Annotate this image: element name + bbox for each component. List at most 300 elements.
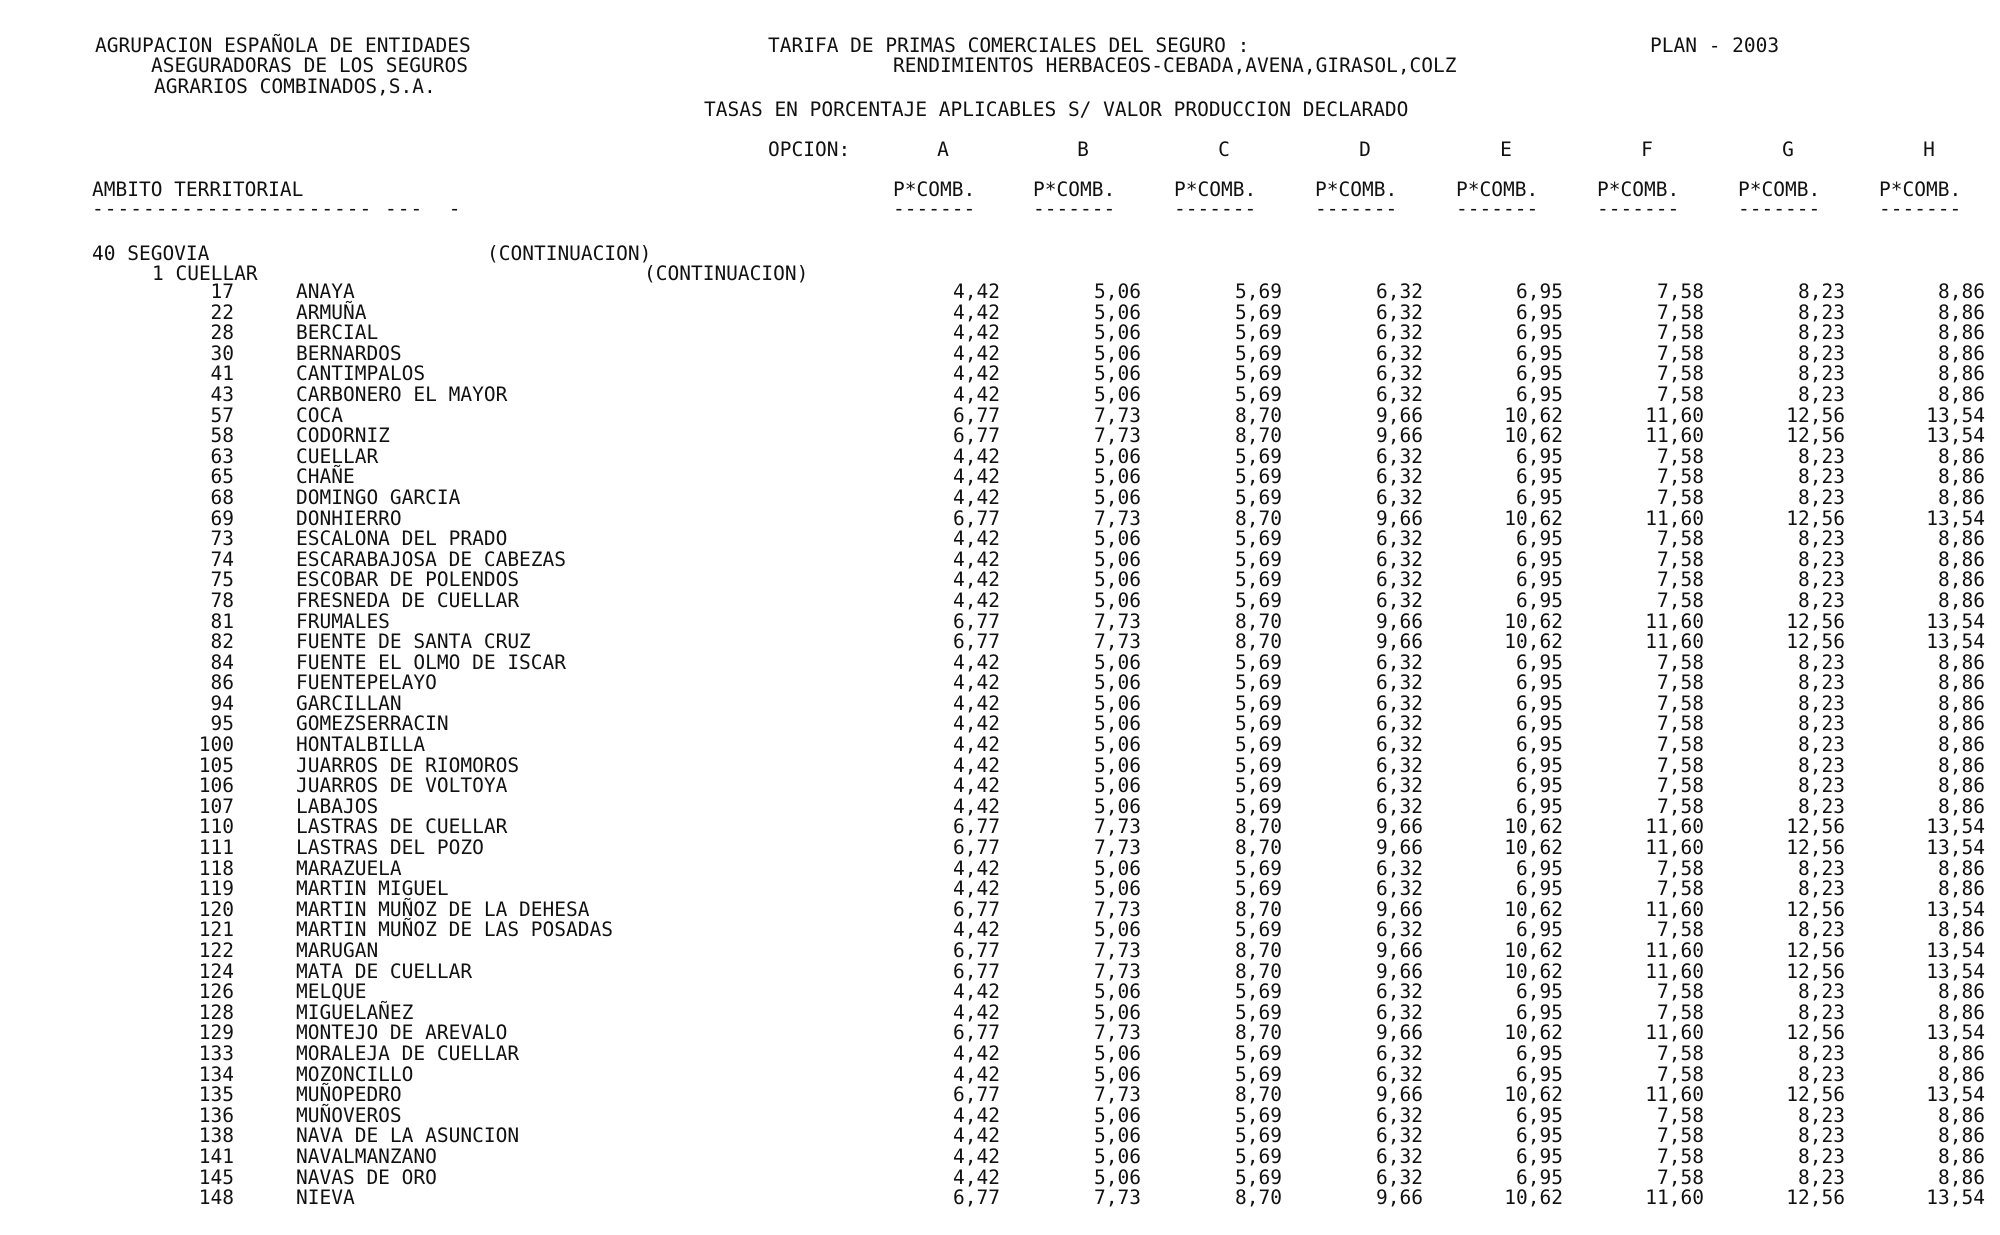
rate-cell-g: 8,23: [1798, 1041, 1845, 1065]
rate-cell-b: 5,06: [1094, 1124, 1141, 1148]
municipality-name: HONTALBILLA: [296, 733, 426, 757]
municipality-name: MONTEJO DE AREVALO: [296, 1021, 508, 1045]
rate-cell-a: 4,42: [953, 1165, 1000, 1189]
municipality-code: 82: [210, 630, 234, 654]
rate-cell-e: 6,95: [1516, 1144, 1563, 1168]
municipality-name: CODORNIZ: [296, 424, 390, 448]
rate-cell-c: 5,69: [1235, 300, 1282, 324]
table-row: [0, 776, 2000, 797]
table-row: [0, 735, 2000, 756]
rate-cell-e: 6,95: [1516, 362, 1563, 386]
rate-cell-f: 7,58: [1657, 650, 1704, 674]
municipality-code: 106: [198, 774, 234, 798]
rate-cell-g: 12,56: [1786, 403, 1845, 427]
rate-cell-c: 5,69: [1235, 341, 1282, 365]
rate-cell-f: 7,58: [1657, 465, 1704, 489]
municipality-name: ESCARABAJOSA DE CABEZAS: [296, 547, 567, 571]
municipality-code: 148: [198, 1186, 234, 1210]
rate-cell-a: 4,42: [953, 753, 1000, 777]
rate-cell-c: 5,69: [1235, 671, 1282, 695]
municipality-code: 84: [210, 650, 234, 674]
rate-cell-h: 13,54: [1926, 1186, 1985, 1210]
municipality-name: MARAZUELA: [296, 856, 402, 880]
column-header-d: P*COMB.: [1315, 178, 1398, 201]
rate-cell-h: 8,86: [1938, 774, 1985, 798]
rate-cell-f: 7,58: [1657, 341, 1704, 365]
rate-cell-b: 5,06: [1094, 444, 1141, 468]
municipality-name: MATA DE CUELLAR: [296, 959, 473, 983]
table-row: [0, 794, 2000, 818]
municipality-code: 74: [210, 547, 234, 571]
rate-cell-d: 6,32: [1376, 1124, 1423, 1148]
table-row: [0, 426, 2000, 447]
rate-cell-g: 12,56: [1786, 1186, 1845, 1210]
rate-cell-f: 7,58: [1657, 733, 1704, 757]
rate-cell-g: 12,56: [1786, 609, 1845, 633]
rate-cell-f: 7,58: [1657, 877, 1704, 901]
rate-cell-f: 7,58: [1657, 1041, 1704, 1065]
rate-cell-c: 5,69: [1235, 733, 1282, 757]
rate-cell-h: 8,86: [1938, 1000, 1985, 1024]
rate-cell-b: 7,73: [1094, 609, 1141, 633]
municipality-name: NAVALMANZANO: [296, 1144, 437, 1168]
table-row: [0, 364, 2000, 385]
rate-cell-f: 7,58: [1657, 794, 1704, 818]
rate-cell-g: 8,23: [1798, 980, 1845, 1004]
rate-cell-g: 8,23: [1798, 856, 1845, 880]
rate-cell-e: 6,95: [1516, 774, 1563, 798]
rate-cell-e: 6,95: [1516, 547, 1563, 571]
municipality-name: MOZONCILLO: [296, 1062, 414, 1086]
municipality-name: LASTRAS DE CUELLAR: [296, 815, 508, 839]
municipality-name: NAVA DE LA ASUNCION: [296, 1124, 520, 1148]
document-title-line2: RENDIMIENTOS HERBACEOS-CEBADA,AVENA,GIRASOL,COLZ: [893, 54, 1457, 77]
municipality-name: MARTIN MIGUEL: [296, 877, 449, 901]
rate-cell-h: 8,86: [1938, 1062, 1985, 1086]
table-row: [0, 485, 2000, 509]
rate-cell-h: 8,86: [1938, 300, 1985, 324]
municipality-name: DONHIERRO: [296, 506, 402, 530]
municipality-code: 57: [210, 403, 234, 427]
rate-cell-a: 6,77: [953, 424, 1000, 448]
rate-cell-c: 8,70: [1235, 897, 1282, 921]
rate-cell-e: 6,95: [1516, 753, 1563, 777]
rate-cell-b: 7,73: [1094, 1186, 1141, 1210]
column-underline-g: -------: [1738, 197, 1821, 220]
rate-cell-c: 5,69: [1235, 568, 1282, 592]
rate-cell-f: 7,58: [1657, 300, 1704, 324]
column-underline-b: -------: [1033, 197, 1116, 220]
rate-cell-b: 5,06: [1094, 1144, 1141, 1168]
rate-cell-g: 8,23: [1798, 1062, 1845, 1086]
rate-cell-e: 6,95: [1516, 877, 1563, 901]
rate-cell-d: 6,32: [1376, 856, 1423, 880]
rate-cell-c: 8,70: [1235, 836, 1282, 860]
rate-cell-b: 5,06: [1094, 1041, 1141, 1065]
municipality-name: MELQUE: [296, 980, 367, 1004]
table-row: [0, 673, 2000, 694]
rate-cell-d: 9,66: [1376, 1021, 1423, 1045]
column-underline-f: -------: [1597, 197, 1680, 220]
province-continuation: (CONTINUACION): [487, 242, 652, 265]
table-row: [0, 753, 2000, 777]
rate-cell-c: 5,69: [1235, 547, 1282, 571]
rate-cell-b: 5,06: [1094, 794, 1141, 818]
municipality-name: MUÑOVEROS: [296, 1103, 402, 1127]
rate-cell-d: 6,32: [1376, 1000, 1423, 1024]
rate-cell-d: 6,32: [1376, 733, 1423, 757]
rate-cell-f: 11,60: [1645, 1186, 1704, 1210]
rate-cell-h: 8,86: [1938, 918, 1985, 942]
rate-cell-g: 12,56: [1786, 939, 1845, 962]
rate-cell-f: 7,58: [1657, 280, 1704, 303]
rate-cell-c: 8,70: [1235, 424, 1282, 448]
ambito-territorial-label: AMBITO TERRITORIAL: [92, 178, 304, 201]
rate-cell-h: 8,86: [1938, 588, 1985, 612]
rate-cell-g: 8,23: [1798, 588, 1845, 612]
rate-cell-a: 4,42: [953, 547, 1000, 571]
rate-cell-g: 8,23: [1798, 444, 1845, 468]
rate-cell-d: 9,66: [1376, 403, 1423, 427]
rate-cell-h: 8,86: [1938, 547, 1985, 571]
municipality-name: CHAÑE: [296, 465, 355, 489]
municipality-name: MUÑOPEDRO: [296, 1083, 402, 1107]
rate-cell-d: 6,32: [1376, 918, 1423, 942]
table-row: [0, 632, 2000, 653]
rate-cell-e: 6,95: [1516, 1000, 1563, 1024]
rate-cell-b: 5,06: [1094, 1165, 1141, 1189]
municipality-name: MORALEJA DE CUELLAR: [296, 1041, 520, 1065]
rate-cell-d: 6,32: [1376, 1144, 1423, 1168]
option-letter-g: G: [1782, 138, 1794, 161]
table-row: [0, 323, 2000, 344]
rate-cell-d: 9,66: [1376, 897, 1423, 921]
rate-cell-c: 5,69: [1235, 465, 1282, 489]
rate-cell-h: 8,86: [1938, 650, 1985, 674]
rate-cell-a: 4,42: [953, 877, 1000, 901]
municipality-code: 107: [198, 794, 234, 818]
rate-cell-e: 10,62: [1504, 1186, 1563, 1210]
option-letter-c: C: [1218, 138, 1230, 161]
rate-cell-f: 7,58: [1657, 1124, 1704, 1148]
rate-cell-a: 4,42: [953, 733, 1000, 757]
rate-cell-d: 6,32: [1376, 691, 1423, 715]
table-row: [0, 1165, 2000, 1189]
document-subtitle: TASAS EN PORCENTAJE APLICABLES S/ VALOR PRODUCCION DECLARADO: [704, 98, 1409, 121]
rate-cell-h: 13,54: [1926, 403, 1985, 427]
municipality-name: ESCALONA DEL PRADO: [296, 527, 508, 551]
option-letter-b: B: [1077, 138, 1089, 161]
table-row: [0, 529, 2000, 550]
rate-cell-b: 5,06: [1094, 280, 1141, 303]
rate-cell-b: 7,73: [1094, 959, 1141, 983]
municipality-name: FUENTEPELAYO: [296, 671, 437, 695]
rate-cell-e: 6,95: [1516, 733, 1563, 757]
rate-cell-g: 8,23: [1798, 1103, 1845, 1127]
rate-cell-b: 7,73: [1094, 1083, 1141, 1107]
rate-cell-a: 4,42: [953, 300, 1000, 324]
rate-cell-g: 12,56: [1786, 815, 1845, 839]
rate-cell-e: 6,95: [1516, 671, 1563, 695]
municipality-code: 58: [210, 424, 234, 448]
rate-cell-d: 6,32: [1376, 588, 1423, 612]
rate-cell-a: 6,77: [953, 1083, 1000, 1107]
rate-cell-a: 6,77: [953, 403, 1000, 427]
rate-cell-h: 8,86: [1938, 382, 1985, 406]
rate-cell-h: 8,86: [1938, 1124, 1985, 1148]
rate-cell-a: 4,42: [953, 918, 1000, 942]
rate-cell-b: 5,06: [1094, 691, 1141, 715]
rate-cell-g: 8,23: [1798, 1165, 1845, 1189]
column-header-g: P*COMB.: [1738, 178, 1821, 201]
rate-cell-c: 8,70: [1235, 1083, 1282, 1107]
rate-cell-f: 7,58: [1657, 1062, 1704, 1086]
rate-cell-b: 5,06: [1094, 712, 1141, 736]
rate-cell-g: 8,23: [1798, 794, 1845, 818]
municipality-name: MARTIN MUÑOZ DE LAS POSADAS: [296, 918, 613, 942]
rate-cell-d: 6,32: [1376, 650, 1423, 674]
plan-label: PLAN - 2003: [1650, 34, 1780, 57]
rate-cell-g: 8,23: [1798, 485, 1845, 509]
rate-cell-f: 11,60: [1645, 424, 1704, 448]
rate-cell-g: 8,23: [1798, 1144, 1845, 1168]
municipality-name: FRUMALES: [296, 609, 390, 633]
municipality-name: COCA: [296, 403, 343, 427]
municipality-code: 100: [198, 733, 234, 757]
municipality-code: 17: [210, 280, 234, 303]
municipality-code: 41: [210, 362, 234, 386]
municipality-name: MARUGAN: [296, 939, 379, 962]
rate-cell-e: 10,62: [1504, 506, 1563, 530]
rate-cell-b: 5,06: [1094, 877, 1141, 901]
municipality-name: MARTIN MUÑOZ DE LA DEHESA: [296, 897, 590, 921]
rate-cell-h: 8,86: [1938, 362, 1985, 386]
rate-cell-a: 6,77: [953, 836, 1000, 860]
table-row: [0, 547, 2000, 571]
rate-cell-h: 8,86: [1938, 794, 1985, 818]
municipality-name: MIGUELAÑEZ: [296, 1000, 414, 1024]
rate-cell-e: 6,95: [1516, 465, 1563, 489]
table-row: [0, 817, 2000, 838]
rates-table-body: [0, 282, 2000, 1209]
rate-cell-f: 11,60: [1645, 1021, 1704, 1045]
rate-cell-h: 8,86: [1938, 321, 1985, 345]
column-header-h: P*COMB.: [1879, 178, 1962, 201]
rate-cell-b: 5,06: [1094, 362, 1141, 386]
column-header-a: P*COMB.: [893, 178, 976, 201]
rate-cell-f: 11,60: [1645, 630, 1704, 654]
rate-cell-h: 8,86: [1938, 733, 1985, 757]
rate-cell-d: 9,66: [1376, 1186, 1423, 1210]
table-row: [0, 650, 2000, 674]
municipality-code: 120: [198, 897, 234, 921]
rate-cell-c: 5,69: [1235, 980, 1282, 1004]
table-row: [0, 1103, 2000, 1127]
table-row: [0, 691, 2000, 715]
table-row: [0, 588, 2000, 612]
rate-cell-e: 6,95: [1516, 1103, 1563, 1127]
table-row: [0, 300, 2000, 324]
table-row: [0, 1126, 2000, 1147]
rate-cell-h: 8,86: [1938, 691, 1985, 715]
rate-cell-h: 8,86: [1938, 877, 1985, 901]
municipality-code: 145: [198, 1165, 234, 1189]
document-title-line1: TARIFA DE PRIMAS COMERCIALES DEL SEGURO :: [768, 34, 1250, 57]
column-header-e: P*COMB.: [1456, 178, 1539, 201]
rate-cell-e: 6,95: [1516, 1041, 1563, 1065]
column-underline-d: -------: [1315, 197, 1398, 220]
municipality-code: 73: [210, 527, 234, 551]
rate-cell-g: 8,23: [1798, 671, 1845, 695]
rate-cell-e: 10,62: [1504, 609, 1563, 633]
municipality-name: NIEVA: [296, 1186, 355, 1210]
rate-cell-d: 9,66: [1376, 836, 1423, 860]
rate-cell-a: 4,42: [953, 856, 1000, 880]
rate-cell-h: 8,86: [1938, 527, 1985, 551]
rate-cell-d: 6,32: [1376, 300, 1423, 324]
table-row: [0, 1000, 2000, 1024]
table-row: [0, 403, 2000, 427]
column-header-f: P*COMB.: [1597, 178, 1680, 201]
rate-cell-b: 5,06: [1094, 527, 1141, 551]
rate-cell-h: 8,86: [1938, 568, 1985, 592]
rate-cell-a: 6,77: [953, 1186, 1000, 1210]
rate-cell-e: 10,62: [1504, 1083, 1563, 1107]
rate-cell-h: 13,54: [1926, 939, 1985, 962]
table-row: [0, 838, 2000, 859]
rate-cell-a: 6,77: [953, 630, 1000, 654]
rate-cell-g: 8,23: [1798, 300, 1845, 324]
municipality-name: GARCILLAN: [296, 691, 402, 715]
table-row: [0, 879, 2000, 900]
rate-cell-e: 6,95: [1516, 321, 1563, 345]
rate-cell-g: 8,23: [1798, 382, 1845, 406]
rate-cell-g: 8,23: [1798, 321, 1845, 345]
municipality-name: ESCOBAR DE POLENDOS: [296, 568, 520, 592]
rate-cell-b: 7,73: [1094, 815, 1141, 839]
rate-cell-f: 7,58: [1657, 1000, 1704, 1024]
municipality-code: 94: [210, 691, 234, 715]
column-underline-h: -------: [1879, 197, 1962, 220]
rate-cell-h: 13,54: [1926, 630, 1985, 654]
rate-cell-d: 9,66: [1376, 815, 1423, 839]
rate-cell-d: 6,32: [1376, 485, 1423, 509]
rate-cell-d: 6,32: [1376, 774, 1423, 798]
municipality-name: DOMINGO GARCIA: [296, 485, 461, 509]
rate-cell-h: 13,54: [1926, 424, 1985, 448]
rate-cell-f: 11,60: [1645, 897, 1704, 921]
organization-name-line2: ASEGURADORAS DE LOS SEGUROS: [151, 54, 468, 77]
rate-cell-a: 6,77: [953, 609, 1000, 633]
table-row: [0, 609, 2000, 633]
rate-cell-g: 8,23: [1798, 341, 1845, 365]
rate-cell-d: 6,32: [1376, 465, 1423, 489]
table-row: [0, 570, 2000, 591]
option-letter-f: F: [1641, 138, 1653, 161]
rate-cell-g: 8,23: [1798, 1000, 1845, 1024]
rate-cell-b: 5,06: [1094, 321, 1141, 345]
rate-cell-h: 13,54: [1926, 506, 1985, 530]
rate-cell-f: 11,60: [1645, 836, 1704, 860]
rate-cell-g: 8,23: [1798, 753, 1845, 777]
rate-cell-d: 6,32: [1376, 1103, 1423, 1127]
municipality-code: 118: [198, 856, 234, 880]
rate-cell-b: 7,73: [1094, 897, 1141, 921]
rate-cell-f: 11,60: [1645, 609, 1704, 633]
rate-cell-d: 9,66: [1376, 959, 1423, 983]
table-row: [0, 341, 2000, 365]
rate-cell-c: 5,69: [1235, 691, 1282, 715]
rate-cell-d: 9,66: [1376, 1083, 1423, 1107]
rate-cell-f: 7,58: [1657, 712, 1704, 736]
municipality-code: 121: [198, 918, 234, 942]
table-row: [0, 959, 2000, 983]
rate-cell-b: 5,06: [1094, 588, 1141, 612]
rate-cell-f: 7,58: [1657, 321, 1704, 345]
rate-cell-a: 4,42: [953, 650, 1000, 674]
rate-cell-c: 5,69: [1235, 856, 1282, 880]
rate-cell-a: 4,42: [953, 794, 1000, 818]
rate-cell-f: 7,58: [1657, 774, 1704, 798]
rate-cell-g: 12,56: [1786, 506, 1845, 530]
rate-cell-h: 13,54: [1926, 1083, 1985, 1107]
rate-cell-g: 12,56: [1786, 1083, 1845, 1107]
municipality-name: ANAYA: [296, 280, 355, 303]
rate-cell-h: 8,86: [1938, 1103, 1985, 1127]
municipality-name: ARMUÑA: [296, 300, 367, 324]
rate-cell-a: 4,42: [953, 568, 1000, 592]
rate-cell-c: 5,69: [1235, 588, 1282, 612]
rate-cell-f: 7,58: [1657, 547, 1704, 571]
rate-cell-c: 8,70: [1235, 403, 1282, 427]
rate-cell-h: 13,54: [1926, 1021, 1985, 1045]
rate-cell-c: 5,69: [1235, 774, 1282, 798]
municipality-name: JUARROS DE VOLTOYA: [296, 774, 508, 798]
municipality-name: CARBONERO EL MAYOR: [296, 382, 508, 406]
rate-cell-e: 6,95: [1516, 1165, 1563, 1189]
rate-cell-f: 11,60: [1645, 959, 1704, 983]
rate-cell-e: 6,95: [1516, 1124, 1563, 1148]
rate-cell-d: 6,32: [1376, 712, 1423, 736]
rate-cell-c: 8,70: [1235, 939, 1282, 962]
municipality-code: 43: [210, 382, 234, 406]
rate-cell-a: 4,42: [953, 485, 1000, 509]
table-row: [0, 1144, 2000, 1168]
rate-cell-d: 6,32: [1376, 671, 1423, 695]
organization-name-line1: AGRUPACION ESPAÑOLA DE ENTIDADES: [95, 34, 471, 57]
rate-cell-g: 8,23: [1798, 733, 1845, 757]
rate-cell-e: 10,62: [1504, 939, 1563, 962]
rate-cell-h: 8,86: [1938, 712, 1985, 736]
rate-cell-h: 8,86: [1938, 980, 1985, 1004]
rate-cell-a: 4,42: [953, 280, 1000, 303]
option-letter-d: D: [1359, 138, 1371, 161]
rate-cell-h: 8,86: [1938, 856, 1985, 880]
rate-cell-e: 6,95: [1516, 527, 1563, 551]
rate-cell-c: 5,69: [1235, 753, 1282, 777]
rate-cell-g: 8,23: [1798, 465, 1845, 489]
rate-cell-b: 5,06: [1094, 485, 1141, 509]
municipality-code: 136: [198, 1103, 234, 1127]
column-underline-c: -------: [1174, 197, 1257, 220]
table-row: [0, 1023, 2000, 1044]
municipality-code: 133: [198, 1041, 234, 1065]
municipality-name: FUENTE DE SANTA CRUZ: [296, 630, 531, 654]
rate-cell-b: 5,06: [1094, 382, 1141, 406]
table-row: [0, 1062, 2000, 1086]
rate-cell-d: 9,66: [1376, 939, 1423, 962]
ambito-underline: ---------------------- --- -: [92, 197, 462, 220]
